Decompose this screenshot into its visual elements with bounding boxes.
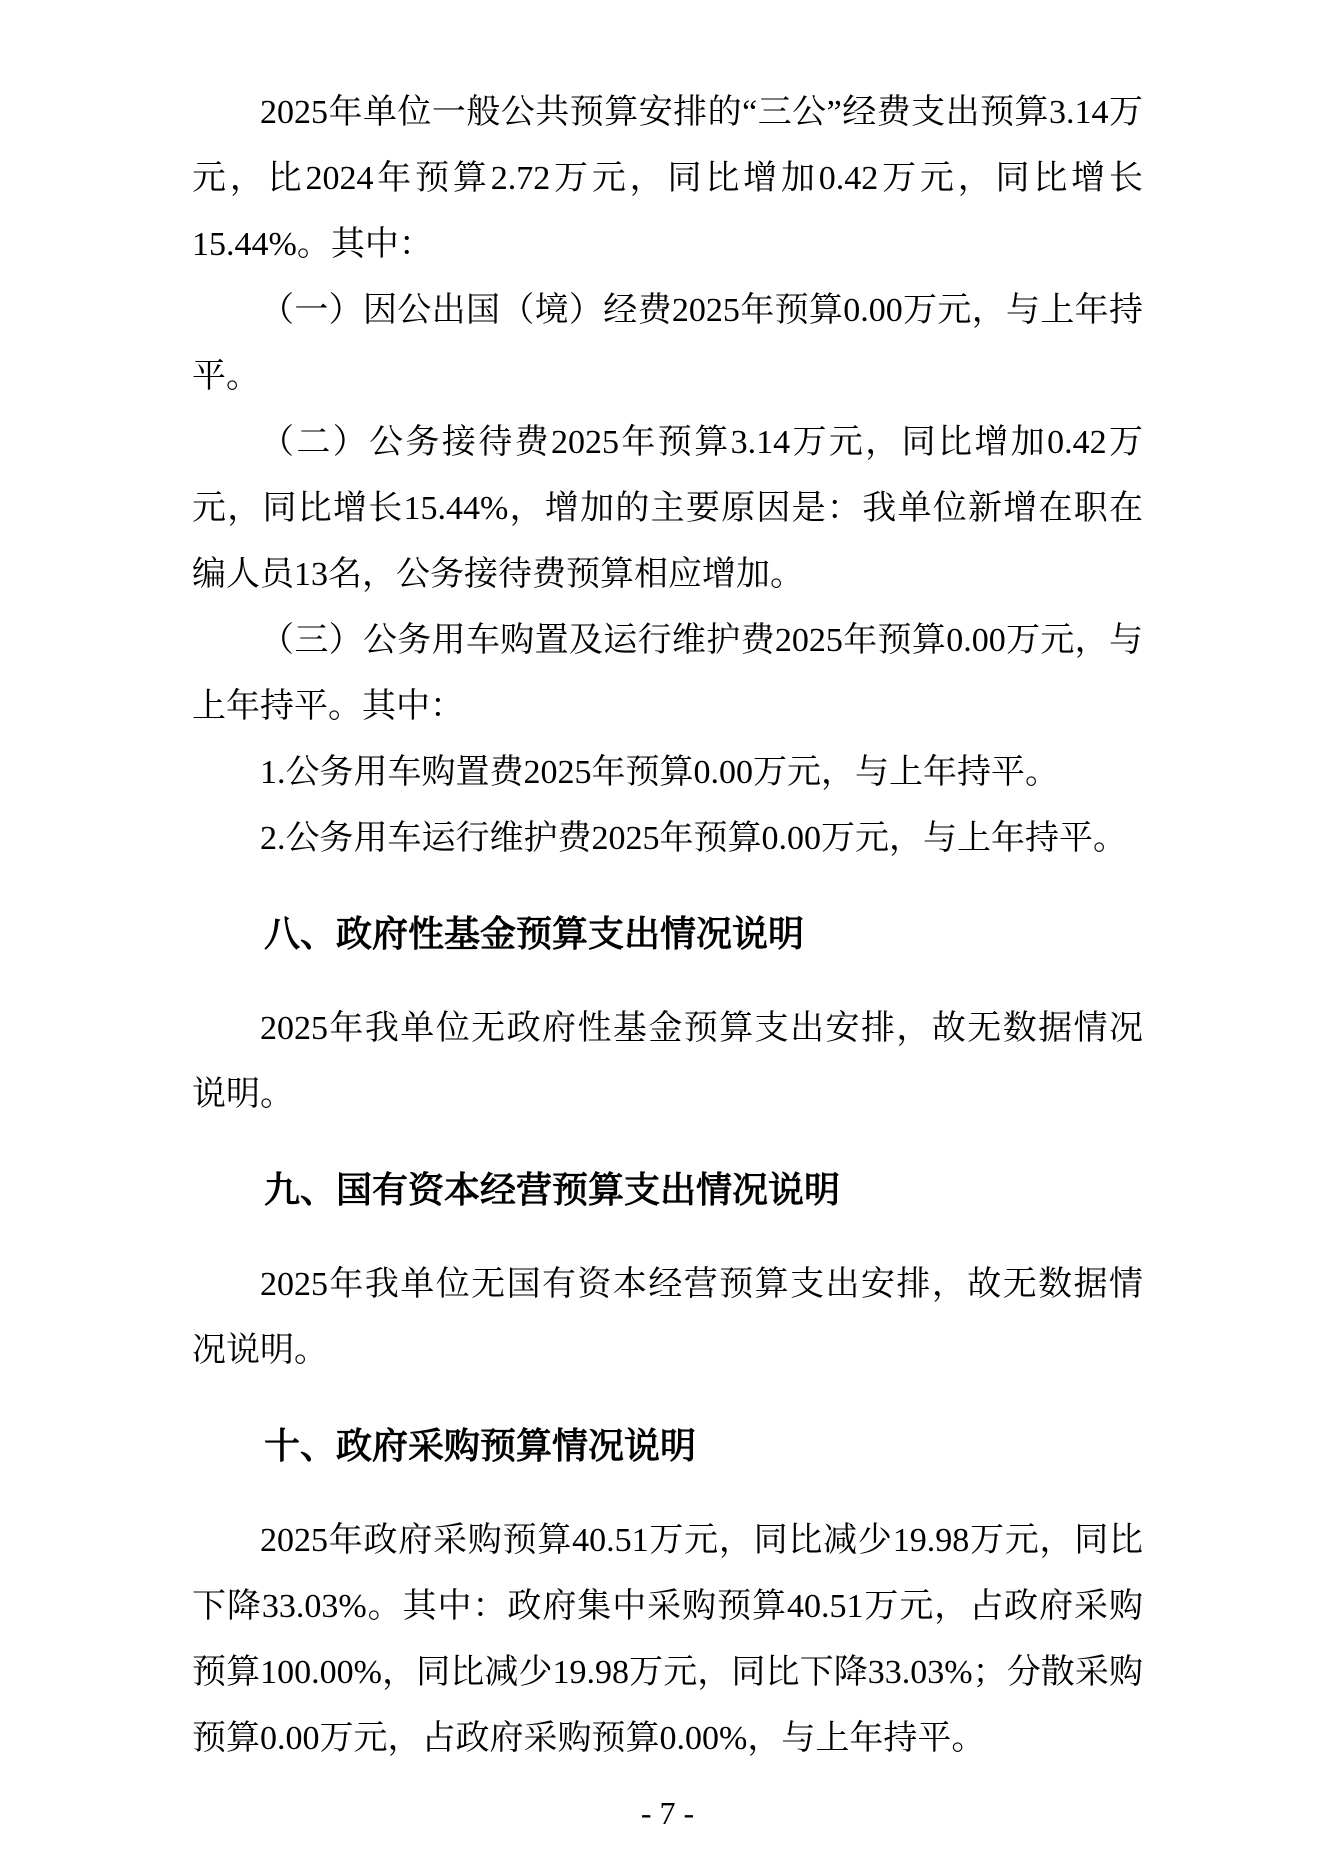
paragraph-item-2-reception: （二）公务接待费2025年预算3.14万元，同比增加0.42万元，同比增长15.44%，增加的主要原因是：我单位新增在职在编人员13名，公务接待费预算相应增加。 (192, 424, 1143, 593)
list-item-vehicle-maintenance: 2.公务用车运行维护费2025年预算0.00万元，与上年持平。 (260, 820, 1127, 857)
document-body (192, 80, 1143, 1772)
paragraph-state-capital-note: 2025年我单位无国有资本经营预算支出安排，故无数据情况说明。 (192, 1266, 1143, 1369)
list-item-vehicle-purchase: 1.公务用车购置费2025年预算0.00万元，与上年持平。 (260, 754, 1059, 791)
paragraph-gov-fund-note: 2025年我单位无政府性基金预算支出安排，故无数据情况说明。 (192, 1010, 1143, 1113)
paragraph-procurement-detail: 2025年政府采购预算40.51万元，同比减少19.98万元，同比下降33.03%。其中：政府集中采购预算40.51万元，占政府采购预算100.00%，同比减少19.98万元，同比下降33.03%；分散采购预算0.00万元，占政府采购预算0.00%，与上年持平。 (192, 1522, 1143, 1757)
paragraph-item-1-abroad: （一）因公出国（境）经费2025年预算0.00万元，与上年持平。 (192, 292, 1143, 395)
paragraph-item-3-vehicle: （三）公务用车购置及运行维护费2025年预算0.00万元，与上年持平。其中： (192, 622, 1143, 725)
heading-section-10-procurement: 十、政府采购预算情况说明 (264, 1425, 697, 1466)
page-number: - 7 - (640, 1795, 695, 1831)
paragraph-sangong-summary: 2025年单位一般公共预算安排的“三公”经费支出预算3.14万元，比2024年预算2.72万元，同比增加0.42万元，同比增长15.44%。其中： (192, 94, 1143, 263)
heading-section-8-gov-fund: 八、政府性基金预算支出情况说明 (264, 913, 805, 954)
heading-section-9-state-capital: 九、国有资本经营预算支出情况说明 (264, 1169, 841, 1210)
